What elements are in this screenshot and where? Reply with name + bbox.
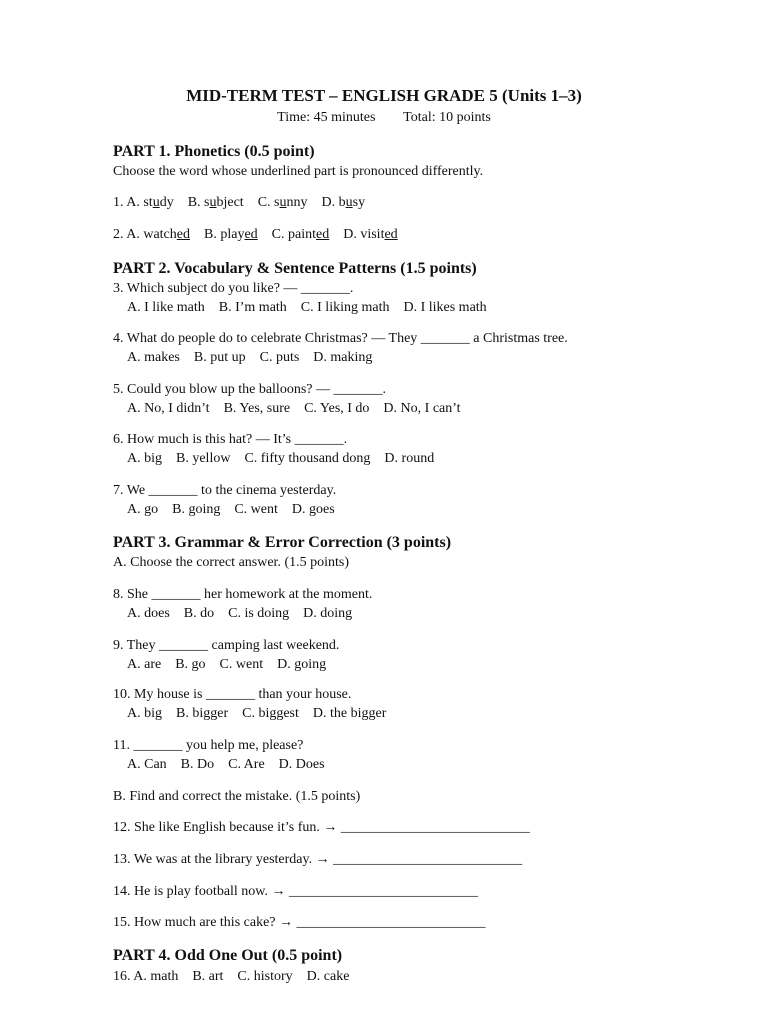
option-d-text: D. visit	[343, 227, 385, 242]
question-9-stem: 9. They _______ camping last weekend.	[113, 638, 340, 653]
question-10-stem: 10. My house is _______ than your house.	[113, 687, 352, 702]
option-d-text: D. b	[321, 195, 346, 210]
question-6-options: A. big B. yellow C. fifty thousand dong D. round	[127, 451, 435, 466]
option-b-text: B. play	[204, 227, 245, 242]
question-number: 1.	[113, 195, 127, 210]
underlined-part: u	[345, 195, 353, 210]
option-b-text: bject	[216, 195, 258, 210]
question-number: 2.	[113, 227, 127, 242]
part4-heading: PART 4. Odd One Out (0.5 point)	[113, 947, 343, 964]
part1-heading: PART 1. Phonetics (0.5 point)	[113, 143, 315, 160]
question-2	[113, 226, 398, 244]
option-a-text: A. watch	[126, 227, 177, 242]
underlined-part: ed	[176, 227, 190, 242]
question-7-options: A. go B. going C. went D. goes	[127, 502, 335, 517]
question-6-stem: 6. How much is this hat? — It’s _______.	[113, 432, 348, 447]
question-9-options: A. are B. go C. went D. going	[127, 657, 327, 672]
option-c-text	[329, 227, 343, 242]
underlined-part: ed	[244, 227, 258, 242]
underlined-part: u	[279, 195, 287, 210]
question-8-stem: 8. She _______ her homework at the moment.	[113, 587, 373, 602]
underlined-part: u	[152, 195, 160, 210]
part3-heading: PART 3. Grammar & Error Correction (3 points)	[113, 534, 452, 551]
part2-heading: PART 2. Vocabulary & Sentence Patterns (1.5 points)	[113, 260, 477, 277]
question-16: 16. A. math B. art C. history D. cake	[113, 969, 350, 984]
option-b-text	[258, 227, 272, 242]
underlined-part: ed	[384, 227, 398, 242]
option-a-text	[190, 227, 204, 242]
question-4-stem: 4. What do people do to celebrate Christmas? — They _______ a Christmas tree.	[113, 331, 568, 346]
option-c-text: nny	[286, 195, 322, 210]
underlined-part: ed	[316, 227, 330, 242]
question-5-options: A. No, I didn’t B. Yes, sure C. Yes, I do D. No, I can’t	[127, 401, 461, 416]
question-11-options: A. Can B. Do C. Are D. Does	[127, 757, 325, 772]
question-13: 13. We was at the library yesterday. → ___________________________	[113, 852, 523, 867]
page-title: MID-TERM TEST – ENGLISH GRADE 5 (Units 1–3)	[186, 86, 582, 105]
question-3-stem: 3. Which subject do you like? — _______.	[113, 281, 354, 296]
option-c-text: C. s	[257, 195, 280, 210]
question-7-stem: 7. We _______ to the cinema yesterday.	[113, 483, 337, 498]
option-c-text: C. paint	[271, 227, 317, 242]
question-8-options: A. does B. do C. is doing D. doing	[127, 606, 353, 621]
question-14: 14. He is play football now. → ___________________________	[113, 884, 479, 899]
option-d-text: sy	[352, 195, 366, 210]
question-11-stem: 11. _______ you help me, please?	[113, 738, 304, 753]
test-info: Time: 45 minutes Total: 10 points	[277, 110, 491, 125]
question-15: 15. How much are this cake? → ___________________________	[113, 915, 486, 930]
question-3-options: A. I like math B. I’m math C. I liking math D. I likes math	[127, 300, 487, 315]
option-a-text: dy	[159, 195, 188, 210]
question-10-options: A. big B. bigger C. biggest D. the bigger	[127, 706, 387, 721]
section-a-instruction: A. Choose the correct answer. (1.5 points)	[113, 555, 349, 570]
part1-instruction: Choose the word whose underlined part is pronounced differently.	[113, 164, 484, 179]
option-a-text: A. st	[126, 195, 153, 210]
section-b-instruction: B. Find and correct the mistake. (1.5 points)	[113, 789, 361, 804]
question-1	[113, 194, 365, 212]
question-12: 12. She like English because it’s fun. → ___________________________	[113, 820, 530, 835]
option-b-text: B. s	[187, 195, 210, 210]
underlined-part: u	[209, 195, 217, 210]
question-5-stem: 5. Could you blow up the balloons? — _______.	[113, 382, 386, 397]
question-4-options: A. makes B. put up C. puts D. making	[127, 350, 373, 365]
